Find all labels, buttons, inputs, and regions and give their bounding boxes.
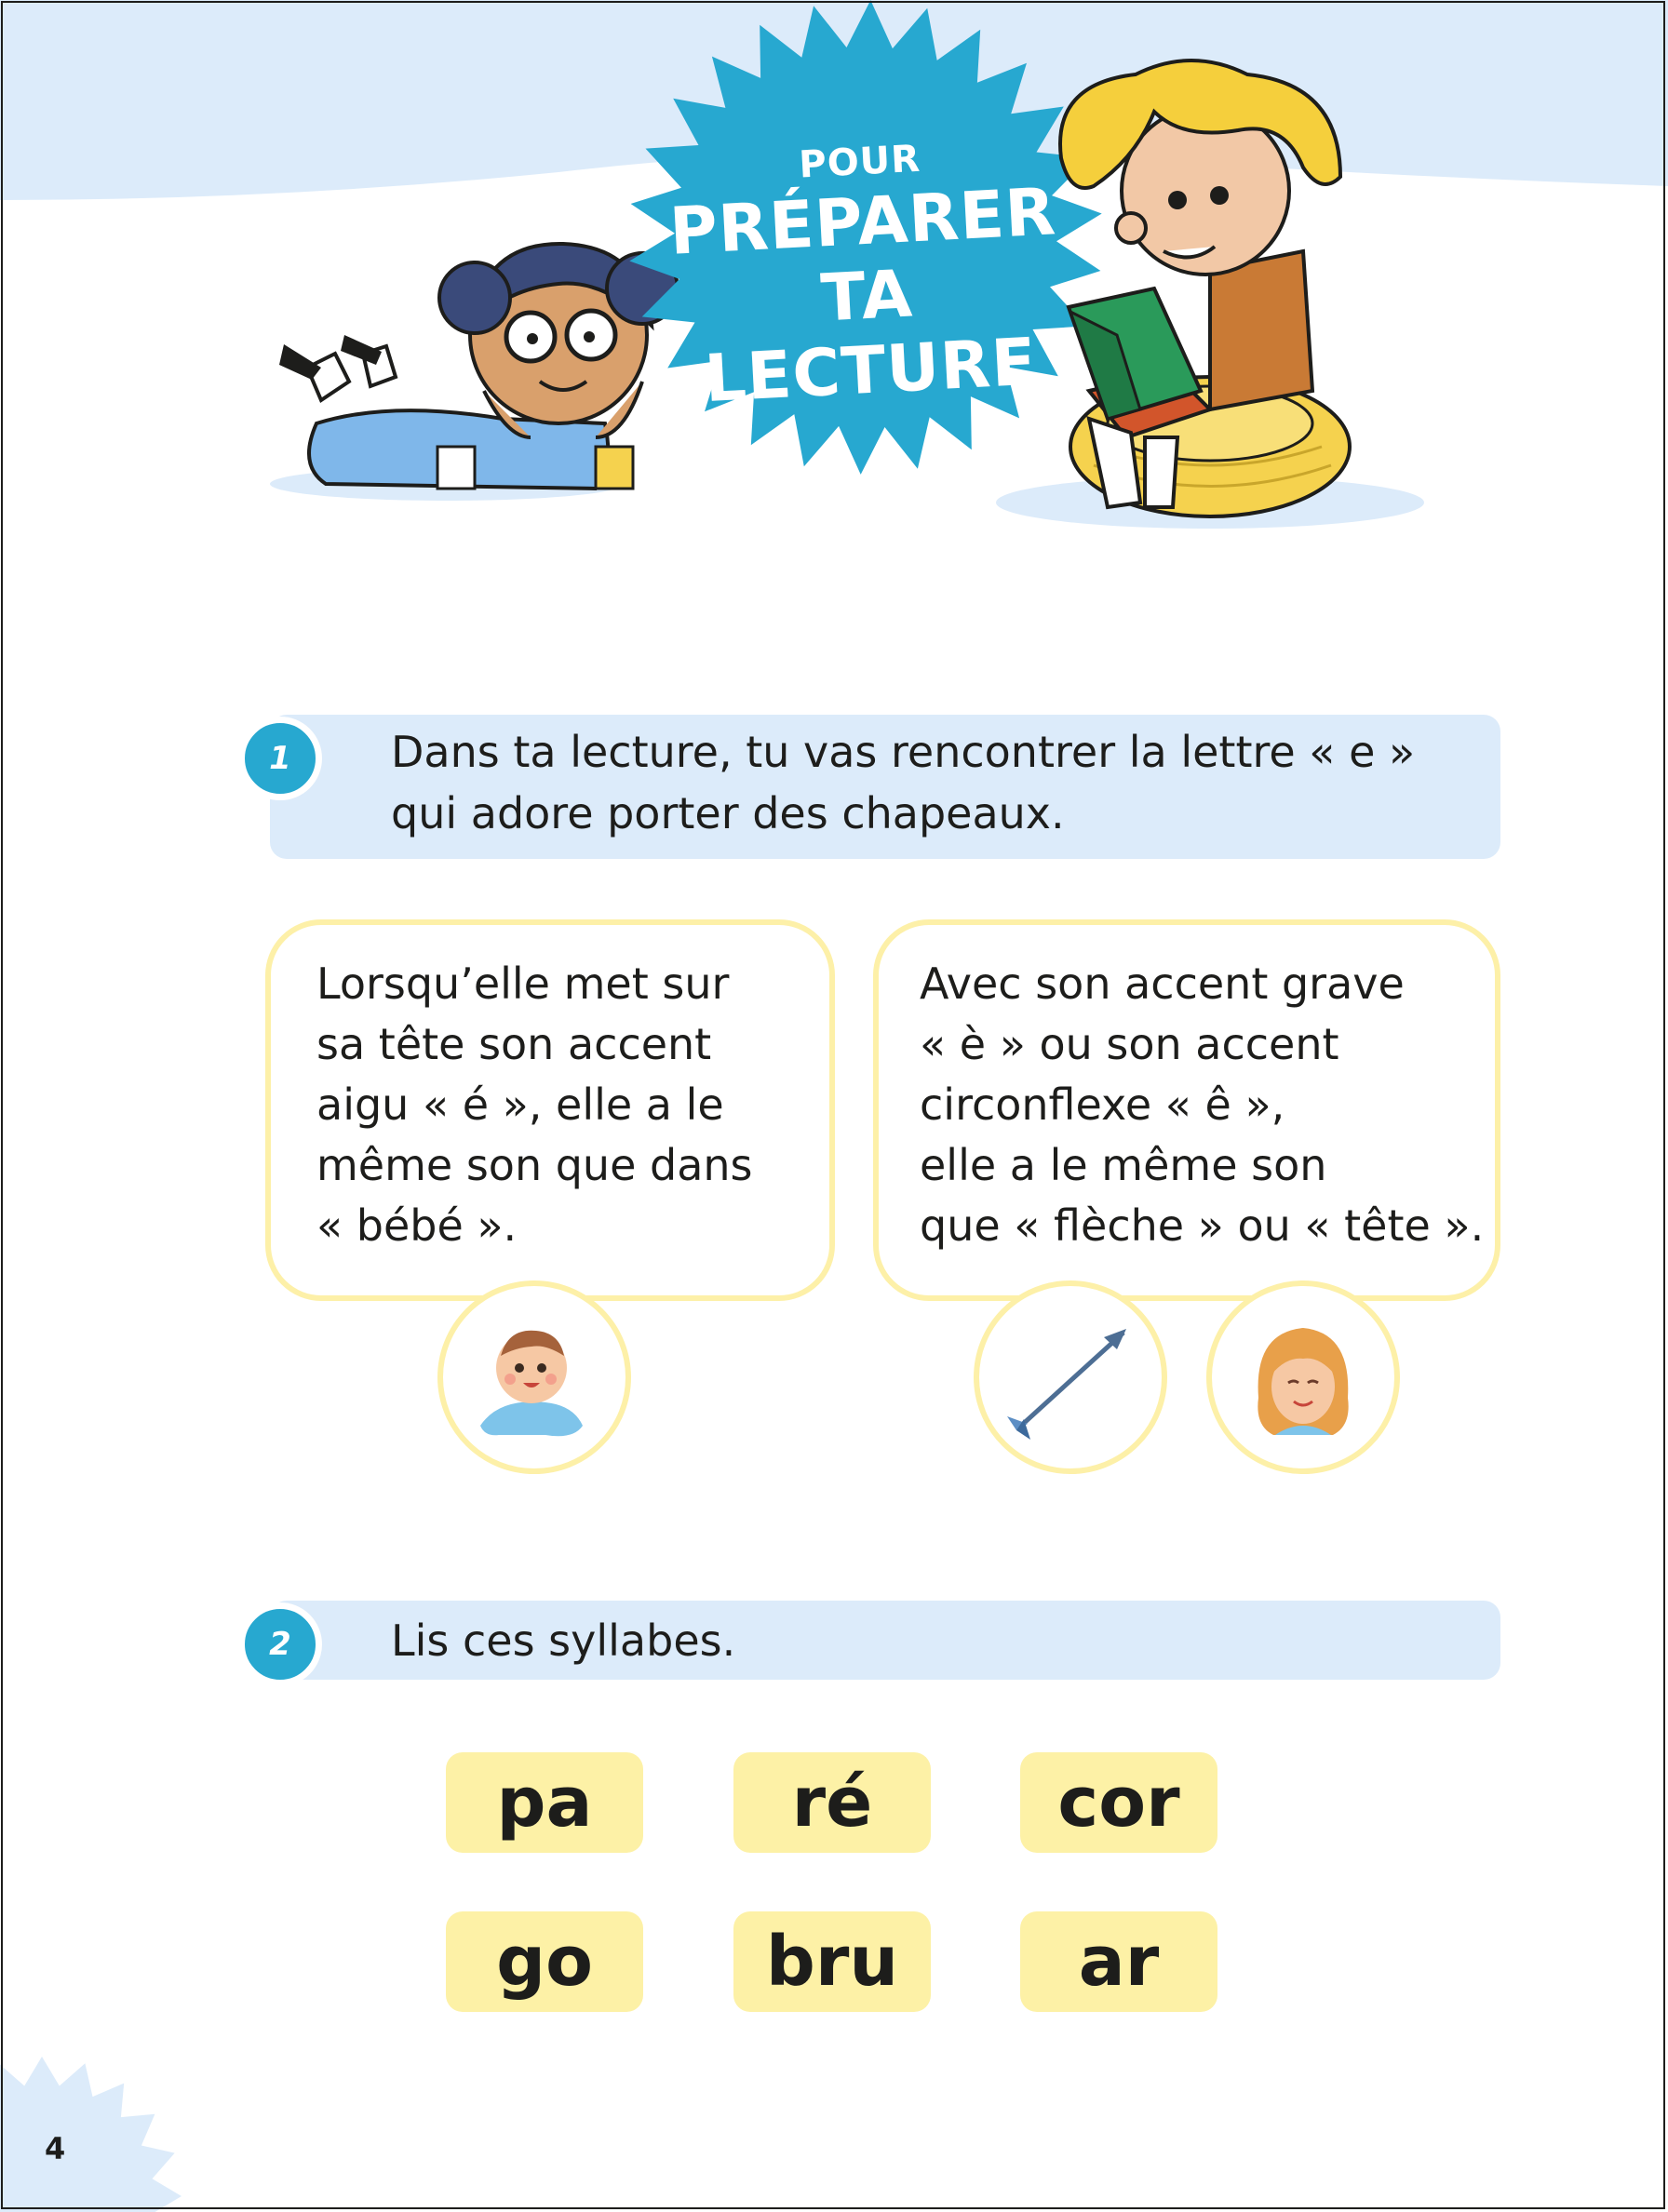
syllable-card: pa <box>446 1752 643 1853</box>
boy-reading-illustration <box>1060 60 1350 516</box>
syllable-card: ré <box>733 1752 931 1853</box>
page-number: 4 <box>45 2131 66 2166</box>
woman-face-icon <box>1212 1286 1394 1468</box>
arrow-picture <box>974 1280 1167 1474</box>
baby-icon <box>443 1286 626 1468</box>
girl-reading-illustration <box>279 244 678 489</box>
syllable-card: ar <box>1020 1911 1217 2012</box>
syllable-card: go <box>446 1911 643 2012</box>
badge-line-1: POUR <box>798 137 922 187</box>
woman-picture <box>1206 1280 1400 1474</box>
badge-line-3: TA LECTURE <box>702 255 1039 418</box>
baby-picture <box>437 1280 631 1474</box>
exercise-2-number: 2 <box>238 1602 322 1686</box>
acute-accent-explanation: Lorsqu’elle met sur sa tête son accent aigu « é », elle a le même son que dans « bébé ». <box>316 959 753 1251</box>
exercise-1-number: 1 <box>238 717 322 800</box>
syllable-card: cor <box>1020 1752 1217 1853</box>
grave-accent-explanation: Avec son accent grave « è » ou son accent circonflexe « ê », elle a le même son que « flèche » ou « tête ». <box>920 959 1485 1251</box>
exercise-2-instruction: Lis ces syllabes. <box>391 1615 736 1666</box>
syllable-card: bru <box>733 1911 931 2012</box>
exercise-1-instruction-line-1: Dans ta lecture, tu vas rencontrer la lettre « e » <box>391 727 1416 777</box>
exercise-1-instruction-line-2: qui adore porter des chapeaux. <box>391 788 1065 838</box>
page-corner-burst <box>0 2010 205 2212</box>
badge-title <box>645 128 1086 419</box>
arrow-icon <box>979 1286 1162 1468</box>
exercise-1-instruction <box>391 721 1489 844</box>
badge-line-2: PRÉPARER <box>667 173 1058 270</box>
